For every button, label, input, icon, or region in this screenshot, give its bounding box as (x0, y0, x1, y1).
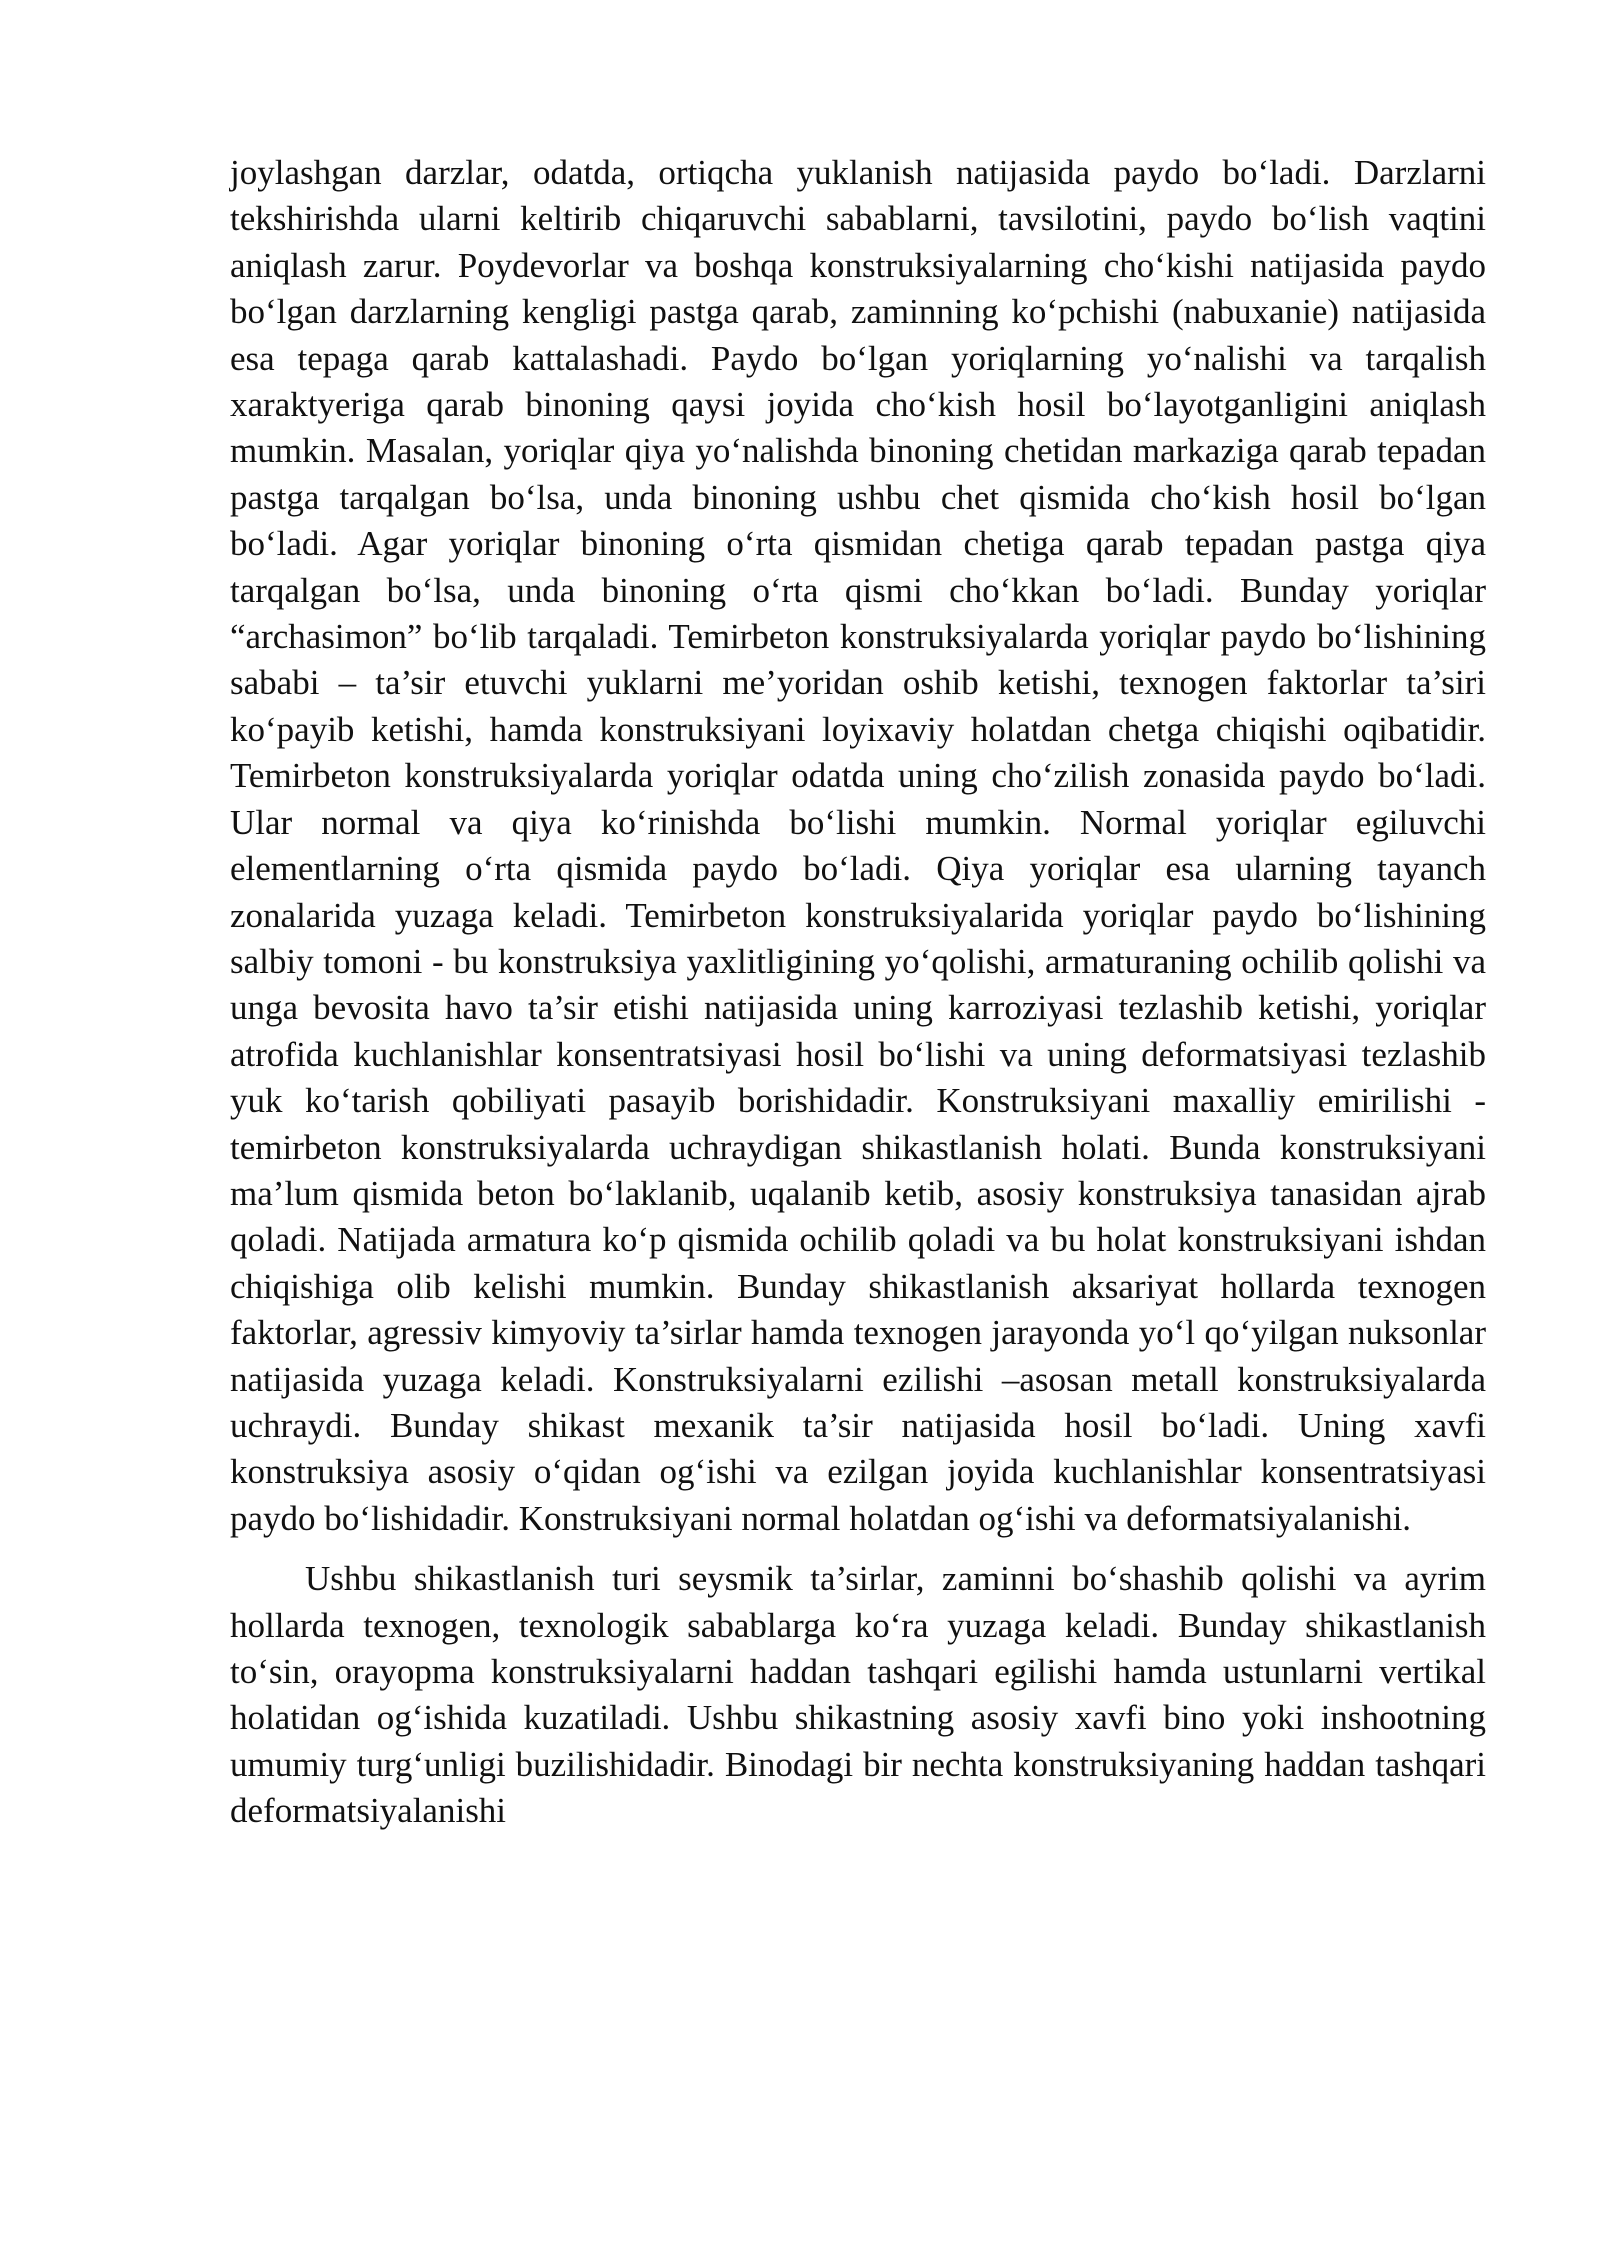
paragraph-continued: joylashgan darzlar, odatda, ortiqcha yuklanish natijasida paydo bo‘ladi. Darzlarni tekshirishda ularni keltirib chiqaruvchi sabablarni, tavsilotini, paydo bo‘lish vaqtini aniqlash zarur. Poydevorlar va boshqa konstruksiyalarning cho‘kishi natijasida paydo bo‘lgan darzlarning kengligi pastga qarab, zaminning ko‘pchishi (nabuxanie) natijasida esa tepaga qarab kattalashadi. Paydo bo‘lgan yoriqlarning yo‘nalishi va tarqalish xaraktyeriga qarab binoning qaysi joyida cho‘kish hosil bo‘layotganligini aniqlash mumkin. Masalan, yoriqlar qiya yo‘nalishda binoning chetidan markaziga qarab tepadan pastga tarqalgan bo‘lsa, unda binoning ushbu chet qismida cho‘kish hosil bo‘lgan bo‘ladi. Agar yoriqlar binoning o‘rta qismidan chetiga qarab tepadan pastga qiya tarqalgan bo‘lsa, unda binoning o‘rta qismi cho‘kkan bo‘ladi. Bunday yoriqlar “archasimon” bo‘lib tarqaladi. Temirbeton konstruksiyalarda yoriqlar paydo bo‘lishining sababi – ta’sir etuvchi yuklarni me’yoridan oshib ketishi, texnogen faktorlar ta’siri ko‘payib ketishi, hamda konstruksiyani loyixaviy holatdan chetga chiqishi oqibatidir. Temirbeton konstruksiyalarda yoriqlar odatda uning cho‘zilish zonasida paydo bo‘ladi. Ular normal va qiya ko‘rinishda bo‘lishi mumkin. Normal yoriqlar egiluvchi elementlarning o‘rta qismida paydo bo‘ladi. Qiya yoriqlar esa ularning tayanch zonalarida yuzaga keladi. Temirbeton konstruksiyalarida yoriqlar paydo bo‘lishining salbiy tomoni - bu konstruksiya yaxlitligining yo‘qolishi, armaturaning ochilib qolishi va unga bevosita havo ta’sir etishi natijasida uning karroziyasi tezlashib ketishi, yoriqlar atrofida kuchlanishlar konsentratsiyasi hosil bo‘lishi va uning deformatsiyasi tezlashib yuk ko‘tarish qobiliyati pasayib borishidadir. Konstruksiyani maxalliy emirilishi - temirbeton konstruksiyalarda uchraydigan shikastlanish holati. Bunda konstruksiyani ma’lum qismida beton bo‘laklanib, uqalanib ketib, asosiy konstruksiya tanasidan ajrab qoladi. Natijada armatura ko‘p qismida ochilib qoladi va bu holat konstruksiyani ishdan chiqishiga olib kelishi mumkin. Bunday shikastlanish aksariyat hollarda texnogen faktorlar, agressiv kimyoviy ta’sirlar hamda texnogen jarayonda yo‘l qo‘yilgan nuksonlar natijasida yuzaga keladi. Konstruksiyalarni ezilishi –asosan metall konstruksiyalarda uchraydi. Bunday shikast mexanik ta’sir natijasida hosil bo‘ladi. Uning xavfi konstruksiya asosiy o‘qidan og‘ishi va ezilgan joyida kuchlanishlar konsentratsiyasi paydo bo‘lishidadir. Konstruksiyani normal holatdan og‘ishi va deformatsiyalanishi. (230, 153, 1486, 1538)
document-page (230, 150, 1486, 1835)
paragraph-indented: Ushbu shikastlanish turi seysmik ta’sirlar, zaminni bo‘shashib qolishi va ayrim hollarda texnogen, texnologik sabablarga ko‘ra yuzaga keladi. Bunday shikastlanish to‘sin, orayopma konstruksiyalarni haddan tashqari egilishi hamda ustunlarni vertikal holatidan og‘ishida kuzatiladi. Ushbu shikastning asosiy xavfi bino yoki inshootning umumiy turg‘unligi buzilishidadir. Binodagi bir nechta konstruksiyaning haddan tashqari deformatsiyalanishi (230, 1559, 1486, 1831)
